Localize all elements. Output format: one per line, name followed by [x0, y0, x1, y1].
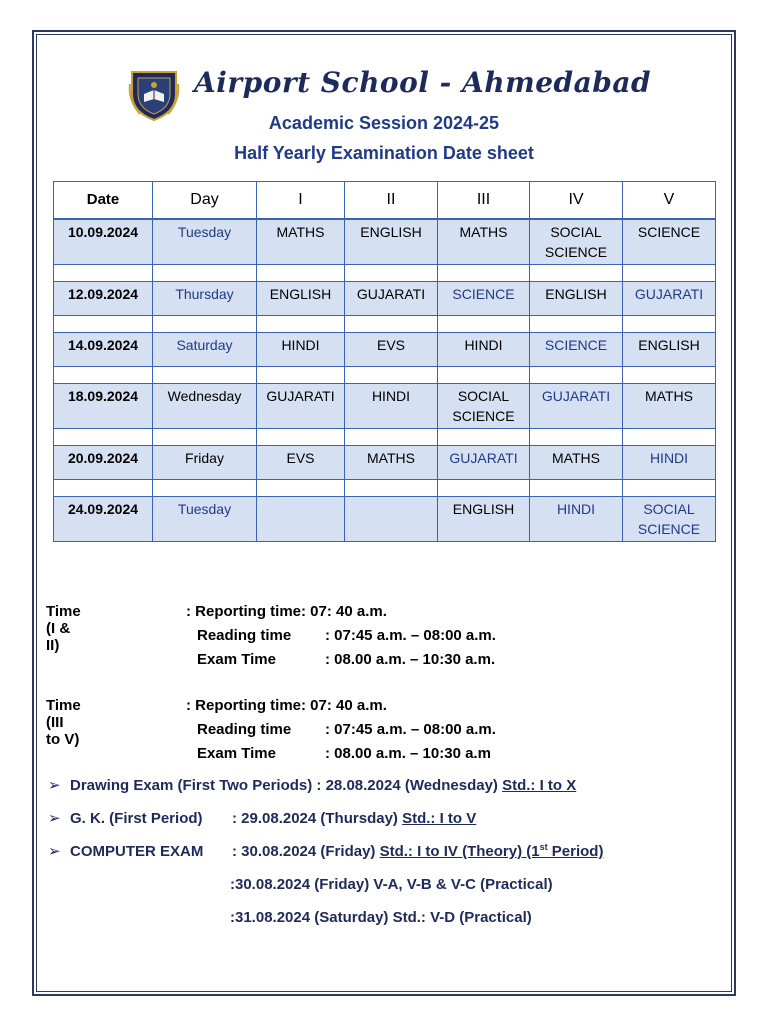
cell-day: Thursday [153, 282, 257, 316]
reporting-time: : Reporting time: 07: 40 a.m. [186, 603, 387, 620]
note-text: Drawing Exam (First Two Periods) : 28.08.2024 (Wednesday) [70, 777, 503, 794]
cell-subject: HINDI [623, 446, 716, 480]
cell-subject [257, 497, 345, 542]
cell-subject: MATHS [257, 219, 345, 265]
cell-subject: GUJARATI [257, 384, 345, 429]
note-computer-exam [48, 842, 603, 860]
cell-subject: ENGLISH [623, 333, 716, 367]
cell-subject: SOCIAL SCIENCE [438, 384, 530, 429]
note-text: : 29.08.2024 (Thursday) [232, 810, 403, 827]
reading-time-value: : 07:45 a.m. – 08:00 a.m. [325, 627, 496, 644]
cell-subject: SCIENCE [438, 282, 530, 316]
cell-subject: EVS [345, 333, 438, 367]
reading-time-label: Reading time [197, 721, 292, 738]
cell-subject: ENGLISH [345, 219, 438, 265]
note-practical-2: :31.08.2024 (Saturday) Std.: V-D (Practical) [230, 909, 532, 926]
cell-subject: MATHS [530, 446, 623, 480]
header-class-v: V [623, 182, 716, 220]
cell-day: Wednesday [153, 384, 257, 429]
table-spacer-row [54, 429, 716, 446]
cell-subject: GUJARATI [438, 446, 530, 480]
header-class-iii: III [438, 182, 530, 220]
cell-day: Friday [153, 446, 257, 480]
exam-title: Half Yearly Examination Date sheet [234, 143, 534, 163]
timing-label: Time (I & II) [46, 603, 81, 654]
table-row [54, 282, 716, 316]
cell-subject: GUJARATI [530, 384, 623, 429]
header-class-iv: IV [530, 182, 623, 220]
exam-time-value: : 08.00 a.m. – 10:30 a.m. [325, 651, 496, 668]
header-class-i: I [257, 182, 345, 220]
cell-subject: MATHS [438, 219, 530, 265]
header-day: Day [153, 182, 257, 220]
table-row [54, 384, 716, 429]
reading-time-label: Reading time [197, 627, 292, 644]
cell-subject: SCIENCE [623, 219, 716, 265]
exam-time-label: Exam Time [197, 745, 276, 762]
cell-subject: EVS [257, 446, 345, 480]
cell-subject: HINDI [530, 497, 623, 542]
reading-time-value: : 07:45 a.m. – 08:00 a.m. [325, 721, 496, 738]
note-std: Std.: I to X [502, 777, 577, 794]
cell-date: 18.09.2024 [54, 384, 153, 429]
cell-subject: MATHS [345, 446, 438, 480]
academic-session: Academic Session 2024-25 [268, 113, 500, 133]
cell-subject: HINDI [257, 333, 345, 367]
cell-date: 10.09.2024 [54, 219, 153, 265]
date-sheet-table [53, 181, 716, 542]
cell-subject: HINDI [438, 333, 530, 367]
note-std-end: Period) [547, 843, 604, 860]
cell-date: 12.09.2024 [54, 282, 153, 316]
header-date: Date [54, 182, 153, 220]
cell-subject: ENGLISH [530, 282, 623, 316]
cell-subject: ENGLISH [257, 282, 345, 316]
table-row [54, 219, 716, 265]
note-std: Std.: I to IV (Theory) (1 [379, 843, 540, 860]
reporting-time: : Reporting time: 07: 40 a.m. [186, 697, 387, 714]
timing-label: Time (III to V) [46, 697, 81, 748]
exam-time-label: Exam Time [197, 651, 276, 668]
table-header-row [54, 182, 716, 220]
header-class-ii: II [345, 182, 438, 220]
cell-day: Tuesday [153, 219, 257, 265]
arrow-bullet-icon: ➢ [48, 810, 61, 827]
note-text: : 30.08.2024 (Friday) [232, 843, 380, 860]
cell-date: 20.09.2024 [54, 446, 153, 480]
cell-day: Saturday [153, 333, 257, 367]
table-spacer-row [54, 316, 716, 333]
cell-date: 14.09.2024 [54, 333, 153, 367]
note-std: Std.: I to V [402, 810, 477, 827]
cell-day: Tuesday [153, 497, 257, 542]
table-row [54, 333, 716, 367]
school-name: Airport School - Ahmedabad [194, 66, 652, 99]
cell-subject: ENGLISH [438, 497, 530, 542]
table-spacer-row [54, 367, 716, 384]
cell-subject: GUJARATI [345, 282, 438, 316]
table-row [54, 497, 716, 542]
note-practical-1: :30.08.2024 (Friday) V-A, V-B & V-C (Practical) [230, 876, 553, 893]
note-label: G. K. (First Period) [70, 810, 203, 827]
table-spacer-row [54, 265, 716, 282]
cell-date: 24.09.2024 [54, 497, 153, 542]
cell-subject [345, 497, 438, 542]
cell-subject: HINDI [345, 384, 438, 429]
exam-time-value: : 08.00 a.m. – 10:30 a.m [325, 745, 491, 762]
note-sup: st [539, 842, 548, 852]
note-gk-exam [48, 809, 476, 827]
note-drawing-exam [48, 776, 576, 794]
arrow-bullet-icon: ➢ [48, 777, 61, 794]
cell-subject: SOCIAL SCIENCE [623, 497, 716, 542]
cell-subject: SOCIAL SCIENCE [530, 219, 623, 265]
cell-subject: GUJARATI [623, 282, 716, 316]
table-spacer-row [54, 480, 716, 497]
table-row [54, 446, 716, 480]
note-label: COMPUTER EXAM [70, 843, 204, 860]
cell-subject: MATHS [623, 384, 716, 429]
cell-subject: SCIENCE [530, 333, 623, 367]
arrow-bullet-icon: ➢ [48, 843, 61, 860]
